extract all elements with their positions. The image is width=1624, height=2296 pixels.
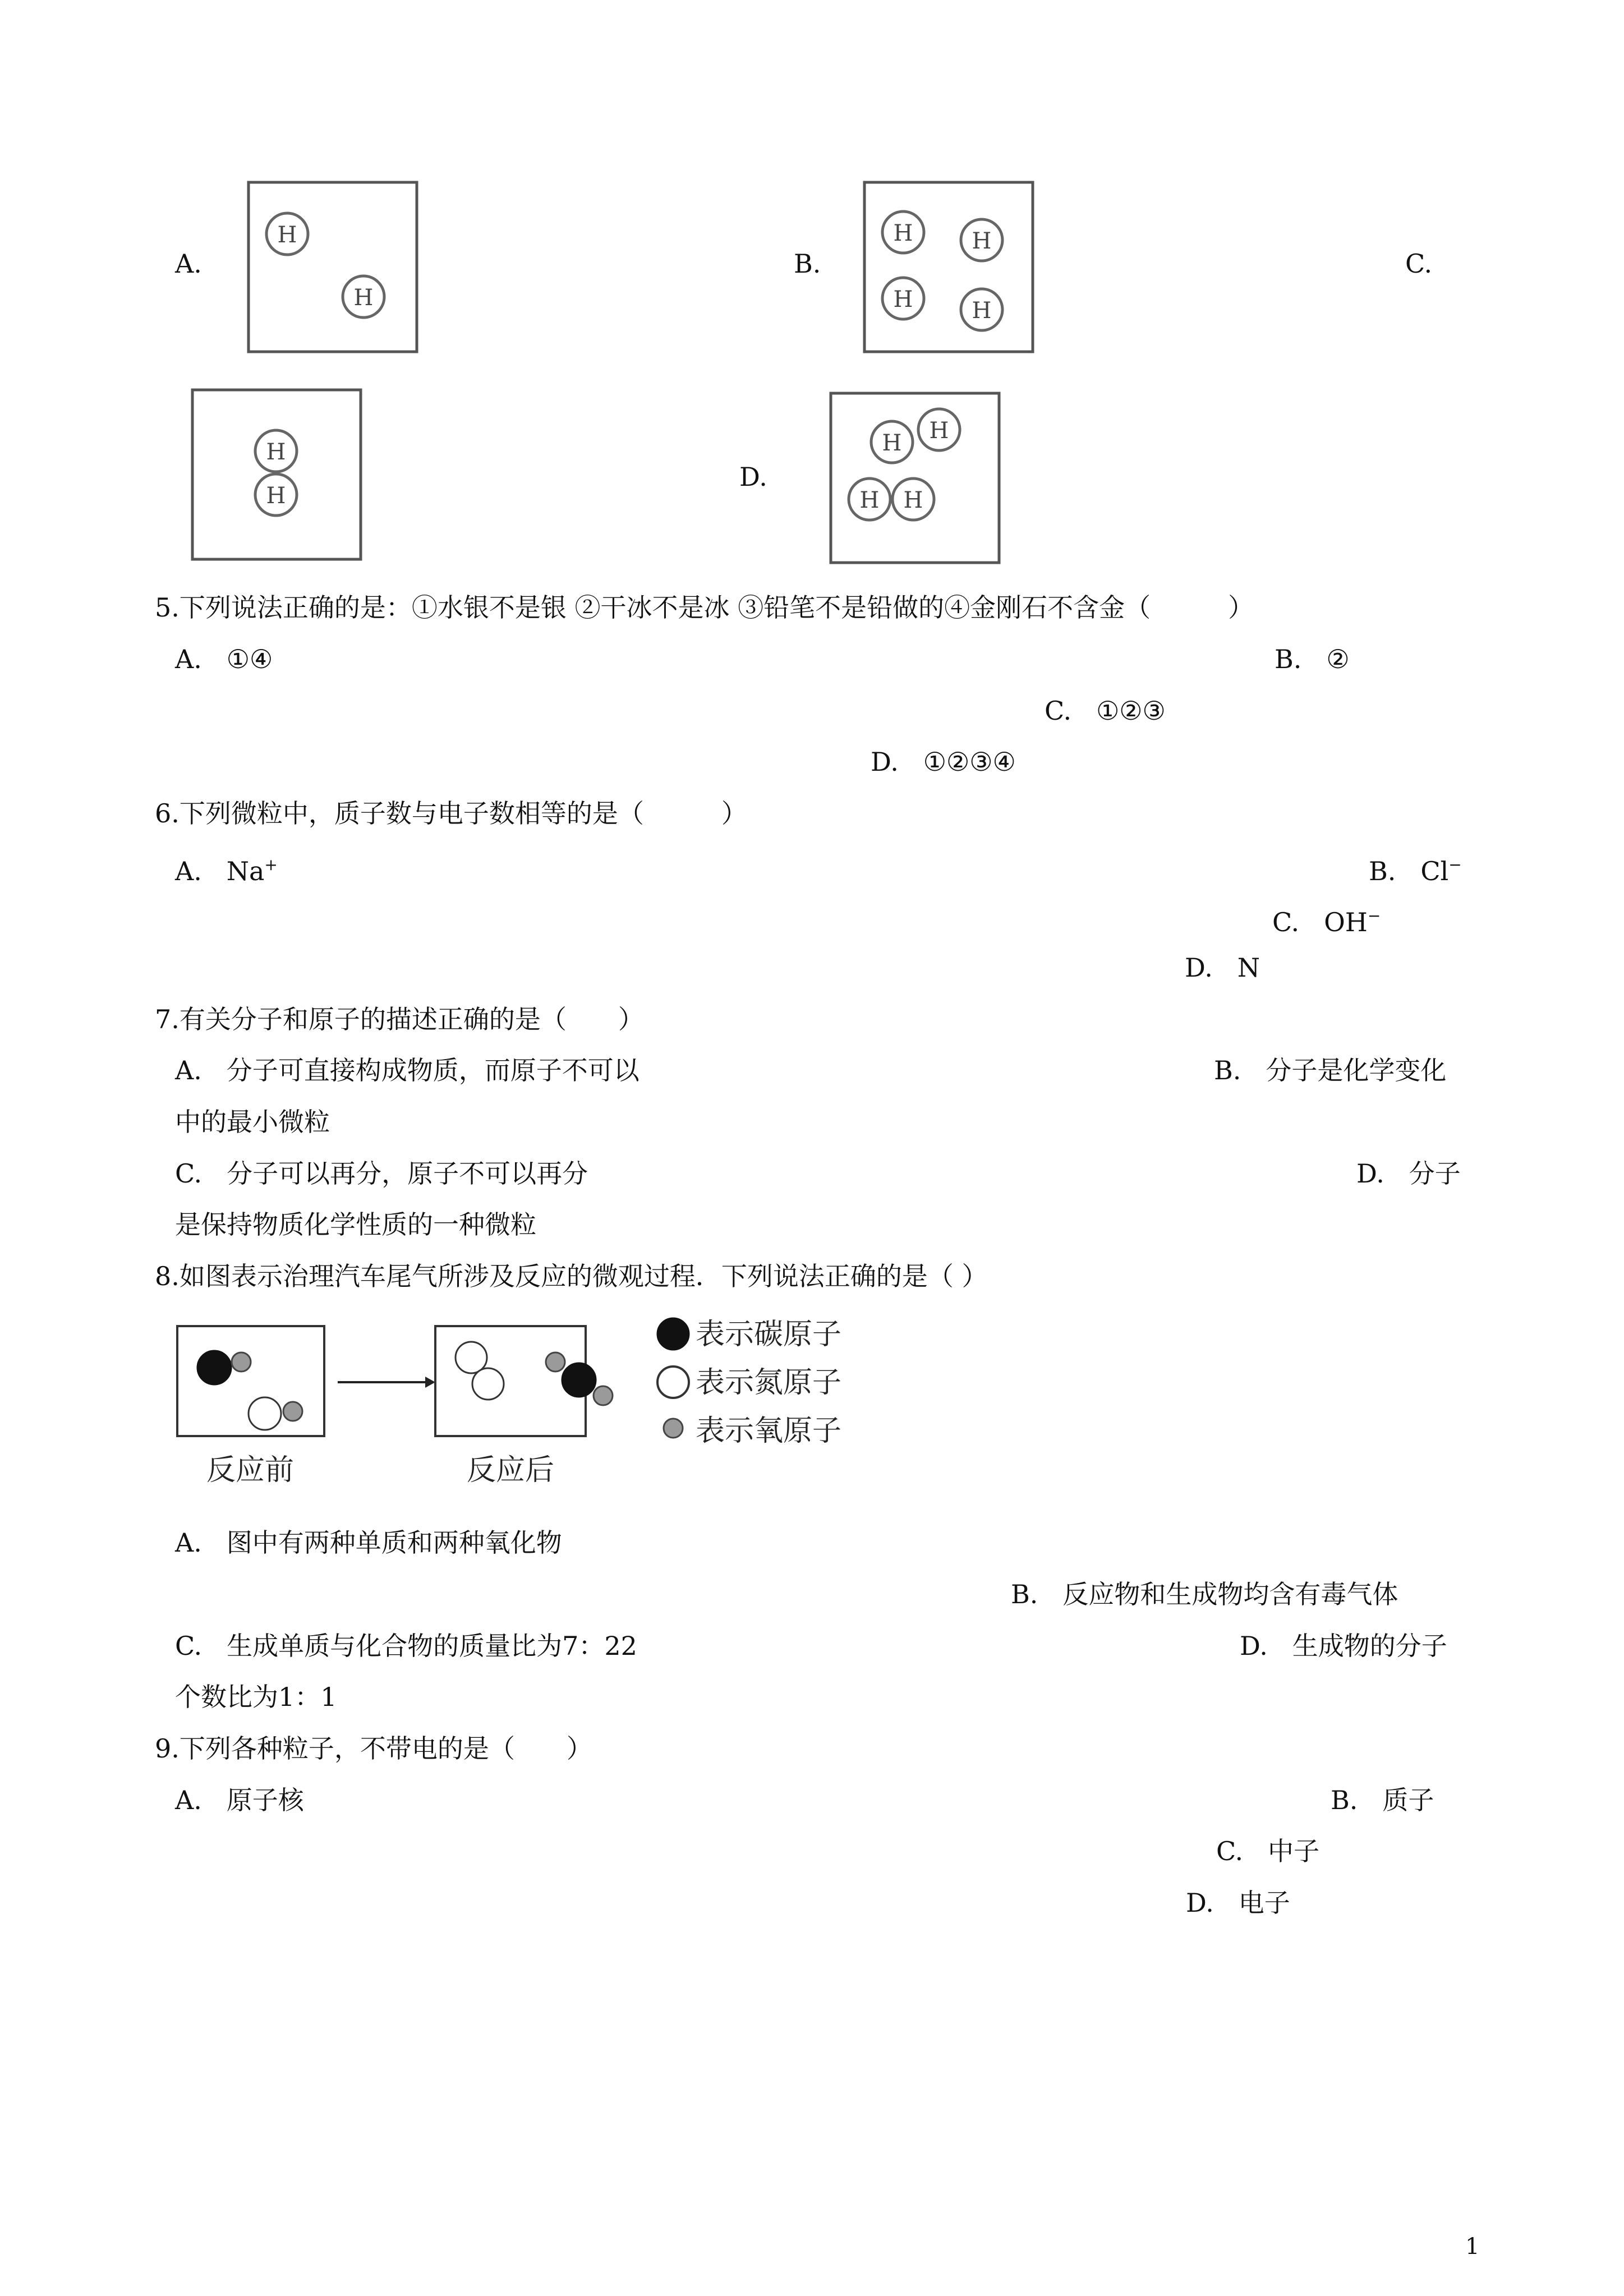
svg-text:H: H (929, 418, 949, 444)
option-text: 分子是化学变化 (1266, 1055, 1447, 1085)
svg-text:H: H (972, 298, 992, 324)
option-label: B. (1214, 1055, 1241, 1085)
option-label: C. (1045, 696, 1072, 726)
charge-superscript: − (1448, 855, 1462, 874)
h-atom (892, 478, 934, 520)
q6-option-d (1185, 951, 1260, 984)
option-text: 反应物和生成物均含有毒气体 (1062, 1579, 1398, 1609)
q4-option-c-figure (191, 388, 365, 562)
q6-option-a (175, 848, 278, 888)
legend-nitrogen-marker (657, 1366, 689, 1398)
q7-option-d (1356, 1157, 1461, 1190)
h-atom (343, 276, 384, 318)
q8-option-d (1240, 1629, 1447, 1663)
q5-stem: 5.下列说法正确的是：①水银不是银 ②干冰不是冰 ③铅笔不是铅做的④金刚石不含金（ ） (155, 592, 1254, 623)
h-atom (882, 211, 924, 253)
option-label: C. (175, 1631, 203, 1661)
q4-option-d-figure (829, 392, 1003, 565)
legend-nitrogen: 表示氮原子 (696, 1366, 842, 1400)
option-text: 电子 (1238, 1888, 1290, 1918)
q9-option-a (175, 1783, 304, 1817)
option-label: D. (1356, 1158, 1384, 1189)
q6-stem: 6.下列微粒中，质子数与电子数相等的是（ ） (155, 798, 747, 829)
charge-superscript: − (1367, 907, 1381, 925)
legend-carbon-marker (657, 1318, 689, 1350)
svg-text:H: H (903, 487, 923, 513)
svg-text:H: H (893, 287, 913, 312)
q9-option-c (1216, 1834, 1319, 1868)
option-text: 中子 (1268, 1836, 1320, 1866)
before-caption: 反应前 (206, 1453, 295, 1487)
q9-option-b (1331, 1783, 1434, 1817)
option-label: C. (1272, 907, 1300, 937)
legend-oxygen-marker (664, 1419, 683, 1438)
svg-text:H: H (859, 487, 880, 513)
legend-oxygen: 表示氧原子 (696, 1414, 842, 1448)
h-atom (871, 421, 913, 463)
q9-option-d (1186, 1886, 1290, 1920)
h-atom (266, 213, 308, 255)
option-label: A. (175, 1785, 202, 1815)
q4-option-a-figure (247, 181, 421, 355)
h-atom (255, 474, 297, 516)
q8-option-b (1011, 1577, 1398, 1611)
q4-option-b-label: B. (794, 249, 821, 279)
q6-option-b (1369, 848, 1462, 888)
h-atom (918, 409, 960, 450)
legend-carbon: 表示碳原子 (696, 1318, 842, 1351)
after-caption: 反应后 (466, 1453, 555, 1487)
svg-text:H: H (353, 285, 374, 311)
svg-text:H: H (972, 228, 992, 254)
h-atom (255, 430, 297, 472)
option-text: 图中有两种单质和两种氧化物 (226, 1527, 562, 1558)
option-label: D. (871, 747, 899, 777)
option-text: Na (226, 856, 265, 886)
q7-option-c (175, 1157, 588, 1190)
option-text: OH (1324, 907, 1368, 937)
q5-option-c (1045, 694, 1166, 728)
q8-option-d-continued: 个数比为1：1 (175, 1682, 337, 1712)
q4-option-c-label: C. (1405, 249, 1433, 279)
option-text: 分子可直接构成物质，而原子不可以 (226, 1055, 640, 1085)
q8-option-a (175, 1526, 562, 1559)
svg-text:H: H (266, 483, 286, 509)
option-label: A. (175, 1055, 202, 1085)
option-text: N (1237, 953, 1260, 983)
option-text: 质子 (1382, 1785, 1434, 1815)
option-label: A. (175, 644, 202, 674)
q9-stem: 9.下列各种粒子，不带电的是（ ） (155, 1733, 592, 1764)
q5-option-d (871, 745, 1016, 779)
h-atom (961, 289, 1002, 330)
q4-option-d-label: D. (739, 462, 767, 492)
option-label: D. (1240, 1631, 1268, 1661)
option-text: 分子 (1409, 1158, 1461, 1189)
q7-option-d-continued: 是保持物质化学性质的一种微粒 (175, 1209, 536, 1240)
h-atom (961, 219, 1002, 261)
charge-superscript: + (264, 855, 278, 874)
q7-option-b-continued: 中的最小微粒 (175, 1107, 330, 1137)
option-text: 生成单质与化合物的质量比为7：22 (227, 1631, 637, 1661)
h-atom (882, 278, 924, 319)
option-text: ①④ (226, 644, 273, 674)
q7-option-b (1214, 1053, 1446, 1087)
option-text: ①②③ (1096, 696, 1166, 726)
svg-text:H: H (893, 220, 913, 246)
option-text: ② (1326, 644, 1350, 674)
option-text: Cl (1420, 856, 1449, 886)
option-text: 生成物的分子 (1292, 1631, 1447, 1661)
option-text: 原子核 (226, 1785, 304, 1815)
option-label: B. (1369, 856, 1396, 886)
option-label: B. (1011, 1579, 1038, 1609)
option-label: A. (175, 856, 202, 886)
q8-reaction-diagram (174, 1313, 875, 1498)
q8-option-c (175, 1629, 637, 1663)
svg-text:H: H (266, 439, 286, 465)
option-label: B. (1331, 1785, 1358, 1815)
option-label: A. (175, 1527, 202, 1558)
svg-text:H: H (882, 430, 902, 456)
q7-option-a (175, 1053, 640, 1087)
q4-option-b-figure (863, 181, 1037, 355)
option-label: B. (1275, 644, 1302, 674)
q7-stem: 7.有关分子和原子的描述正确的是（ ） (155, 1004, 644, 1034)
q5-option-a (175, 642, 273, 676)
q4-option-a-label: A. (175, 249, 202, 279)
q8-stem: 8.如图表示治理汽车尾气所涉及反应的微观过程．下列说法正确的是（ ） (155, 1261, 988, 1291)
svg-text:H: H (277, 222, 297, 248)
page-number: 1 (1465, 2234, 1480, 2260)
q5-option-b (1275, 642, 1350, 676)
option-text: ①②③④ (923, 747, 1016, 777)
option-label: D. (1186, 1888, 1214, 1918)
h-atom (849, 478, 890, 520)
option-label: C. (1216, 1836, 1244, 1866)
option-label: D. (1185, 953, 1213, 983)
option-label: C. (175, 1158, 203, 1189)
q6-option-c (1272, 899, 1381, 939)
option-text: 分子可以再分，原子不可以再分 (227, 1158, 588, 1189)
